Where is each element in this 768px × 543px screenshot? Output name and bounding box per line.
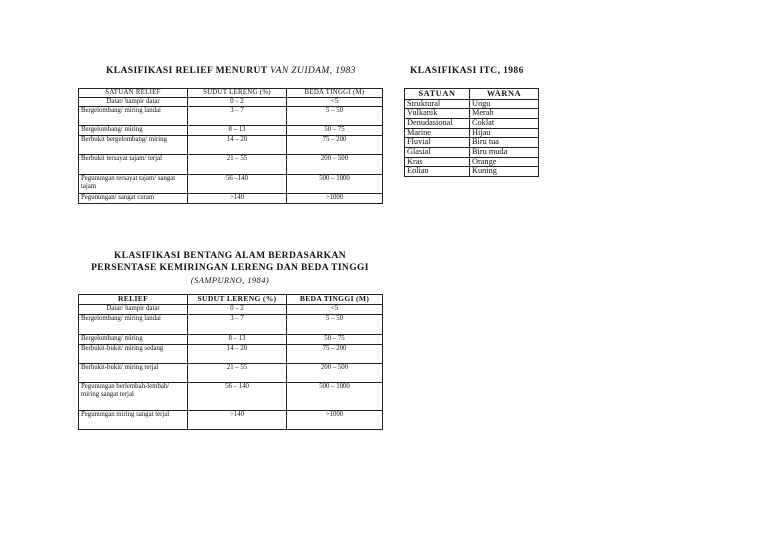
warna-cell: Coklat bbox=[470, 118, 539, 128]
height-cell: 50 – 75 bbox=[287, 334, 383, 344]
slope-cell: 56 – 140 bbox=[188, 382, 287, 410]
bentang-table bbox=[78, 294, 383, 430]
slope-cell: >140 bbox=[188, 410, 287, 429]
height-cell: 200 – 500 bbox=[287, 154, 383, 174]
table-row bbox=[405, 167, 539, 177]
table-row bbox=[405, 148, 539, 158]
height-cell: >1000 bbox=[287, 410, 383, 429]
height-cell: <5 bbox=[287, 304, 383, 314]
bentang-title bbox=[78, 250, 382, 286]
table-header-row bbox=[405, 89, 539, 100]
slope-cell: 14 – 20 bbox=[188, 135, 287, 154]
warna-cell: Orange bbox=[470, 157, 539, 167]
header-sudut-lereng: SUDUT LERENG (%) bbox=[188, 89, 287, 98]
slope-cell: 8 – 13 bbox=[188, 125, 287, 135]
table-row bbox=[79, 410, 383, 429]
satuan-cell: Vulkanik bbox=[405, 109, 470, 119]
relief-cell: Bergelombang/ miring bbox=[79, 334, 188, 344]
bentang-title-line2: PERSENTASE KEMIRINGAN LERENG DAN BEDA TINGGI bbox=[91, 263, 369, 273]
table-row bbox=[79, 314, 383, 334]
satuan-cell: Marine bbox=[405, 128, 470, 138]
vanzuidam-title bbox=[106, 66, 356, 76]
relief-cell: Pegunungan tersayat tajam/ sangat tajam bbox=[79, 174, 188, 193]
warna-cell: Biru muda bbox=[470, 148, 539, 158]
table-row bbox=[79, 135, 383, 154]
table-row bbox=[79, 154, 383, 174]
slope-cell: 14 – 20 bbox=[188, 344, 287, 363]
relief-cell: Datar/ hampir datar bbox=[79, 304, 188, 314]
header-relief: RELIEF bbox=[79, 295, 188, 305]
table-row bbox=[79, 125, 383, 135]
relief-cell: Bergelombang/ miring bbox=[79, 125, 188, 135]
relief-cell: Pegunungan/ sangat curam bbox=[79, 193, 188, 203]
relief-cell: Bergelombang/ miring landai bbox=[79, 106, 188, 125]
warna-cell: Merah bbox=[470, 109, 539, 119]
table-row bbox=[79, 304, 383, 314]
height-cell: 500 – 1000 bbox=[287, 382, 383, 410]
relief-cell: Berbukit-bukit/ miring terjal bbox=[79, 363, 188, 382]
slope-cell: >140 bbox=[188, 193, 287, 203]
slope-cell: 21 – 55 bbox=[188, 154, 287, 174]
table-row bbox=[405, 118, 539, 128]
satuan-cell: Glasial bbox=[405, 148, 470, 158]
slope-cell: 8 – 13 bbox=[188, 334, 287, 344]
height-cell: 5 – 50 bbox=[287, 314, 383, 334]
header-beda-tinggi: BEDA TINGGI (M) bbox=[287, 89, 383, 98]
height-cell: 5 – 50 bbox=[287, 106, 383, 125]
itc-table bbox=[404, 88, 539, 177]
table-row bbox=[79, 106, 383, 125]
header-satuan: SATUAN bbox=[405, 89, 470, 100]
warna-cell: Ungu bbox=[470, 99, 539, 109]
vanzuidam-title-author: VAN ZUIDAM, 1983 bbox=[270, 66, 356, 76]
satuan-cell: Struktural bbox=[405, 99, 470, 109]
satuan-cell: Kras bbox=[405, 157, 470, 167]
satuan-cell: Eolian bbox=[405, 167, 470, 177]
relief-cell: Berbukit tersayat tajam/ terjal bbox=[79, 154, 188, 174]
header-sudut-lereng: SUDUT LERENG (%) bbox=[188, 295, 287, 305]
relief-cell: Bergelombang/ miring landai bbox=[79, 314, 188, 334]
slope-cell: 56 –140 bbox=[188, 174, 287, 193]
height-cell: 200 – 500 bbox=[287, 363, 383, 382]
header-satuan-relief: SATUAN RELIEF bbox=[79, 89, 188, 98]
table-row bbox=[79, 174, 383, 193]
relief-cell: Pegunungan berlembah-lembah/ miring sangat terjal bbox=[79, 382, 188, 410]
vanzuidam-table bbox=[78, 88, 383, 204]
height-cell: 500 – 1000 bbox=[287, 174, 383, 193]
table-header-row bbox=[79, 295, 383, 305]
satuan-cell: Fluvial bbox=[405, 138, 470, 148]
height-cell: <5 bbox=[287, 97, 383, 106]
slope-cell: 21 – 55 bbox=[188, 363, 287, 382]
table-header-row bbox=[79, 89, 383, 98]
header-beda-tinggi: BEDA TINGGI (M) bbox=[287, 295, 383, 305]
table-row bbox=[79, 97, 383, 106]
relief-cell: Datar/ hampir datar bbox=[79, 97, 188, 106]
warna-cell: Kuning bbox=[470, 167, 539, 177]
table-row bbox=[79, 382, 383, 410]
table-row bbox=[79, 344, 383, 363]
slope-cell: 0 – 2 bbox=[188, 97, 287, 106]
height-cell: 75 – 200 bbox=[287, 135, 383, 154]
slope-cell: 3 – 7 bbox=[188, 314, 287, 334]
warna-cell: Hijau bbox=[470, 128, 539, 138]
satuan-cell: Denudasional bbox=[405, 118, 470, 128]
vanzuidam-title-prefix: KLASIFIKASI RELIEF MENURUT bbox=[106, 66, 268, 76]
itc-title: KLASIFIKASI ITC, 1986 bbox=[410, 66, 524, 76]
table-row bbox=[79, 334, 383, 344]
height-cell: >1000 bbox=[287, 193, 383, 203]
slope-cell: 3 – 7 bbox=[188, 106, 287, 125]
relief-cell: Berbukit bergelombang/ miring bbox=[79, 135, 188, 154]
bentang-title-line1: KLASIFIKASI BENTANG ALAM BERDASARKAN bbox=[114, 251, 346, 261]
slope-cell: 0 – 2 bbox=[188, 304, 287, 314]
height-cell: 50 – 75 bbox=[287, 125, 383, 135]
warna-cell: Biru tua bbox=[470, 138, 539, 148]
header-warna: WARNA bbox=[470, 89, 539, 100]
table-row bbox=[405, 109, 539, 119]
relief-cell: Pegunungan miring sangat terjal bbox=[79, 410, 188, 429]
height-cell: 75 – 200 bbox=[287, 344, 383, 363]
table-row bbox=[79, 363, 383, 382]
table-row bbox=[79, 193, 383, 203]
relief-cell: Berbukit-bukit/ miring sedang bbox=[79, 344, 188, 363]
bentang-title-line3: (SAMPURNO, 1984) bbox=[190, 275, 270, 285]
